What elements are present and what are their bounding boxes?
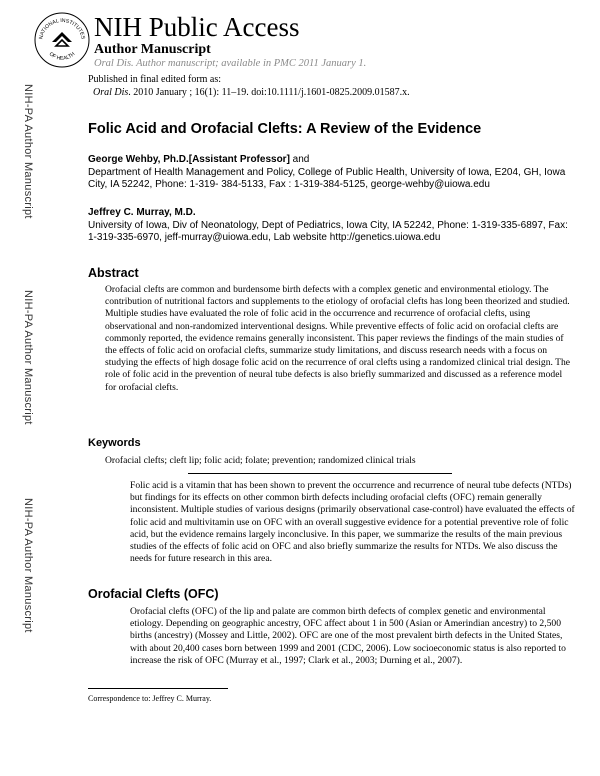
intro-paragraph: Folic acid is a vitamin that has been shown to prevent the occurrence and recurrence of neural tube defects (NTDs) but findings for its effects on other common birth defects including orofacial clefts (OFC) remain generally inconsistent. Multiple studies of various designs (primarily observational case-control) have evaluated the effects of folic acid and multivitamin use on OFC with an overall suggestive evidence for a potential preventive role of folic acid, but the evidence remains largely inconclusive. In this paper, we summarize the results of the main previous studies of the effects of folic acid on OFC and also briefly summarize the results for NTDs. We also discuss the needs for future research in this area.: [130, 480, 575, 565]
abstract-heading: Abstract: [88, 266, 139, 280]
author-block-2: [88, 207, 578, 245]
keywords-body: Orofacial clefts; cleft lip; folic acid; folate; prevention; randomized clinical trials: [105, 455, 416, 466]
footnote: Correspondence to: Jeffrey C. Murray.: [88, 694, 212, 703]
keywords-heading: Keywords: [88, 437, 141, 449]
svg-text:OF HEALTH: [48, 51, 77, 62]
citation-details: . 2010 January ; 16(1): 11–19. doi:10.1111/j.1601-0825.2009.01587.x.: [128, 87, 410, 98]
publication-label: Published in final edited form as:: [88, 74, 222, 85]
author-name-suffix-1: and: [289, 154, 310, 165]
header-subtitle: Author Manuscript: [94, 42, 211, 57]
author-affiliation-2: University of Iowa, Div of Neonatology, Dept of Pediatrics, Iowa City, IA 52242, Phone: 1-319-335-6897, Fax: 1-319-335-6970, jeff-murray@uiowa.edu, Lab website http://genetics.uiowa.edu: [88, 219, 568, 243]
author-name-2: Jeffrey C. Murray, M.D.: [88, 207, 196, 218]
journal-name: Oral Dis: [93, 87, 129, 98]
logo-top-text: NATIONAL INSTITUTES: [38, 17, 86, 40]
publication-info: [88, 73, 410, 99]
paper-title: Folic Acid and Orofacial Clefts: A Review of the Evidence: [88, 121, 482, 137]
publication-citation: [88, 86, 410, 99]
header-title: NIH Public Access: [94, 12, 300, 42]
logo-bottom-text: OF HEALTH: [47, 51, 77, 62]
footnote-divider: [88, 688, 228, 689]
side-watermark-middle: NIH-PA Author Manuscript: [22, 290, 34, 425]
abstract-body: Orofacial clefts are common and burdensome birth defects with a complex genetic and environmental etiology. The contribution of nutritional factors and supplements to the etiology of orofacial clefts has long been theorized and studied. Multiple studies have evaluated the role of folic acid in the occurrence and recurrence of orofacial clefts, using observational and non-randomized interventional designs. While preventive effects of folic acid on orofacial clefts are commonly reported, the evidence remains generally inconsistent. This paper reviews the findings of the main studies of the effects of folic acid on orofacial clefts, summarize study limitations, and discuss research needs with a focus on studying the effects of high dosage folic acid on the recurrence of oral clefts using a randomized clinical trial design. The role of folic acid in the prevention of neural tube defects is also briefly summarized and discussed as a reference model for orofacial clefts.: [105, 284, 571, 393]
ofc-section-heading: Orofacial Clefts (OFC): [88, 587, 219, 601]
svg-text:NATIONAL INSTITUTES: [38, 18, 86, 40]
author-affiliation-1: Department of Health Management and Policy, College of Public Health, University of Iowa, E204, GH, Iowa City, IA 52242, Phone: 1-319- 384-5133, Fax : 1-319-384-5125, george-wehby@uiowa.edu: [88, 166, 566, 190]
side-watermark-top: NIH-PA Author Manuscript: [22, 84, 34, 219]
author-block-1: [88, 154, 578, 192]
ofc-section-body: Orofacial clefts (OFC) of the lip and palate are common birth defects of complex genetic and environmental etiology. Depending on geographic ancestry, OFC affect about 1 in 500 (Asian or Amerindian ancestry) to 2,500 births (ancestry) (Mossey and Little, 2002). OFC are one of the most prevalent birth defects in the United States, with about 20,400 cases born between 1999 and 2001 (CDC, 2006). Low socioeconomic status is also reported to increase the risk of OFC (Murray et al., 1997; Clark et al., 2003; Durning et al., 2007).: [130, 606, 566, 666]
section-divider: [188, 473, 452, 474]
side-watermark-bottom: NIH-PA Author Manuscript: [22, 498, 34, 633]
nih-seal-logo: [34, 12, 90, 68]
author-name-1: George Wehby, Ph.D.[Assistant Professor]: [88, 154, 290, 165]
header-availability-note: Oral Dis. Author manuscript; available in PMC 2011 January 1.: [94, 58, 367, 69]
